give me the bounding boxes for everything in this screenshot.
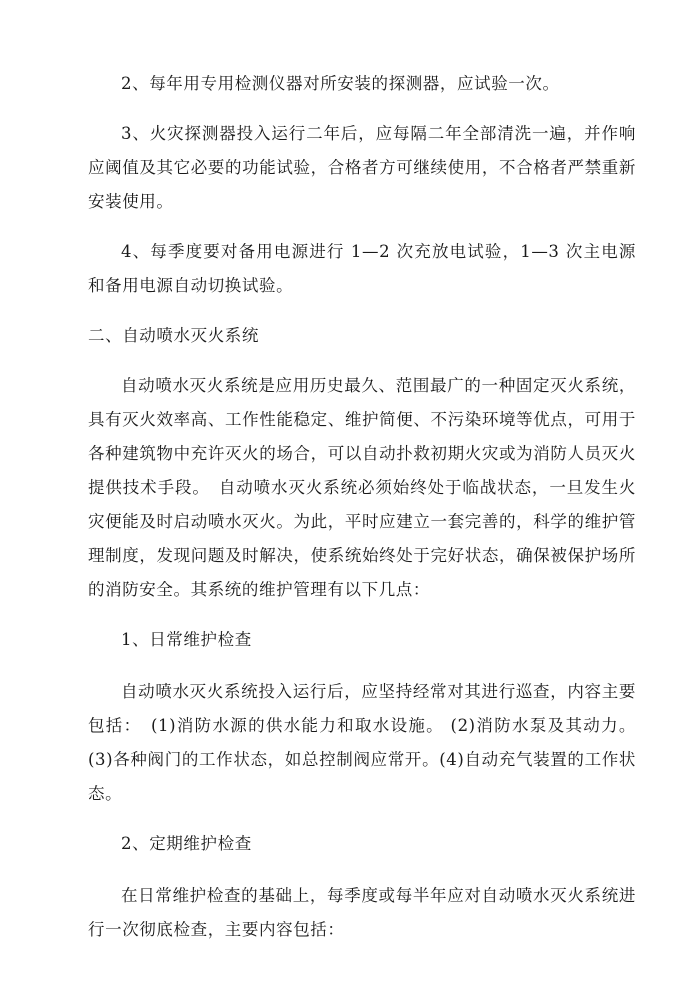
- paragraph-item-4: 4、每季度要对备用电源进行 1—2 次充放电试验，1—3 次主电源和备用电源自动切换试验。: [88, 242, 636, 295]
- document-body: [88, 67, 636, 947]
- section-intro-paragraph: 自动喷水灭火系统是应用历史最久、范围最广的一种固定灭火系统，具有灭火效率高、工作性能稳定、维护简便、不污染环境等优点，可用于各种建筑物中充许灭火的场合，可以自动扑救初期火灾或为消防人员灭火提供技术手段。 自动喷水灭火系统必须始终处于临战状态，一旦发生火灾便能及时启动喷水灭火。为此，平时应建立一套完善的，科学的维护管理制度，发现问题及时解决，使系统始终处于完好状态，确保被保护场所的消防安全。其系统的维护管理有以下几点：: [88, 376, 636, 599]
- paragraph-item-2: 2、每年用专用检测仪器对所安装的探测器，应试验一次。: [121, 74, 560, 93]
- subheading-daily-maintenance: 1、日常维护检查: [121, 630, 252, 649]
- subheading-periodic-maintenance: 2、定期维护检查: [121, 834, 252, 853]
- daily-maintenance-paragraph: 自动喷水灭火系统投入运行后，应坚持经常对其进行巡查，内容主要包括： (1)消防水源的供水能力和取水设施。 (2)消防水泵及其动力。(3)各种阀门的工作状态，如总控制阀应常开。(4)自动充气装置的工作状态。: [88, 682, 636, 803]
- section-heading: 二、自动喷水灭火系统: [88, 326, 259, 345]
- paragraph-item-3: 3、火灾探测器投入运行二年后，应每隔二年全部清洗一遍，并作响应阈值及其它必要的功能试验，合格者方可继续使用，不合格者严禁重新安装使用。: [88, 124, 636, 211]
- periodic-maintenance-paragraph: 在日常维护检查的基础上，每季度或每半年应对自动喷水灭火系统进行一次彻底检查，主要内容包括：: [88, 886, 636, 939]
